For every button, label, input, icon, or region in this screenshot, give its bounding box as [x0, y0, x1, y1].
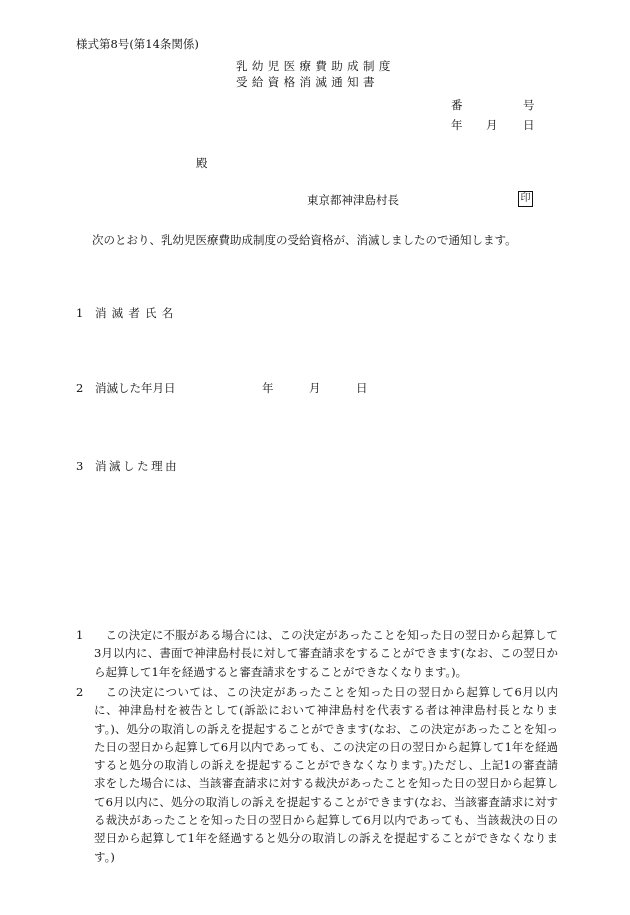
- document-number-suffix: 号: [523, 98, 535, 112]
- extinction-date-day: 日: [356, 381, 368, 395]
- note-number: 1: [76, 628, 84, 642]
- form-number: 様式第8号(第14条関係): [76, 37, 199, 51]
- extinction-date-month: 月: [309, 381, 321, 395]
- item-number: 3: [76, 459, 84, 473]
- item-label: 消滅した年月日: [95, 381, 176, 395]
- item-extinction-date: [76, 381, 176, 396]
- document-date-day: 日: [523, 118, 535, 132]
- item-label: 消滅した理由: [95, 459, 180, 473]
- item-number: 1: [76, 306, 84, 320]
- note-text: この決定に不服がある場合には、この決定があったことを知った日の翌日から起算して3月以内に、書面で神津島村長に対して審査請求をすることができます(なお、この翌日から起算して1年を経過すると審査請求をすることができなくなります。)。: [94, 628, 558, 679]
- document-number-label: 番: [451, 98, 463, 112]
- extinction-date-year: 年: [262, 381, 274, 395]
- appeal-note-1: [76, 626, 558, 681]
- item-number: 2: [76, 381, 84, 395]
- item-name-of-person: [76, 306, 179, 321]
- note-text: この決定については、この決定があったことを知った日の翌日から起算して6月以内に、神津島村を被告として(訴訟において神津島村を代表する者は神津島村長となります。)、処分の取消しの訴えを提起することができます(なお、この決定があったことを知った日の翌日から起算して6月以内であっても、この決定の日の翌日から起算して1年を経過すると処分の取消しの訴えを提起することができなくなります。)ただし、上記1の審査請求をした場合には、当該審査請求に対する裁決があったことを知った日の翌日から起算して6月以内に、処分の取消しの訴えを提起することができます(なお、当該審査請求に対する裁決があったことを知った日の翌日から起算して6月以内であっても、当該裁決の日の翌日から起算して1年を経過すると処分の取消しの訴えを提起することができなくなります。): [94, 685, 558, 864]
- document-title-line-1: 乳幼児医療費助成制度: [236, 59, 395, 73]
- issuer-name: 東京都神津島村長: [307, 193, 399, 207]
- document-date-month: 月: [486, 118, 498, 132]
- appeal-note-2: [76, 683, 558, 866]
- document-date-year: 年: [451, 118, 463, 132]
- document-title-line-2: 受給資格消滅通知書: [236, 75, 379, 89]
- addressee-honorific: 殿: [196, 156, 208, 170]
- item-reason: [76, 459, 180, 474]
- seal-mark: 印: [518, 191, 533, 207]
- note-number: 2: [76, 685, 84, 699]
- intro-sentence: 次のとおり、乳幼児医療費助成制度の受給資格が、消滅しましたので通知します。: [92, 233, 517, 247]
- item-label: 消滅者氏名: [95, 306, 179, 320]
